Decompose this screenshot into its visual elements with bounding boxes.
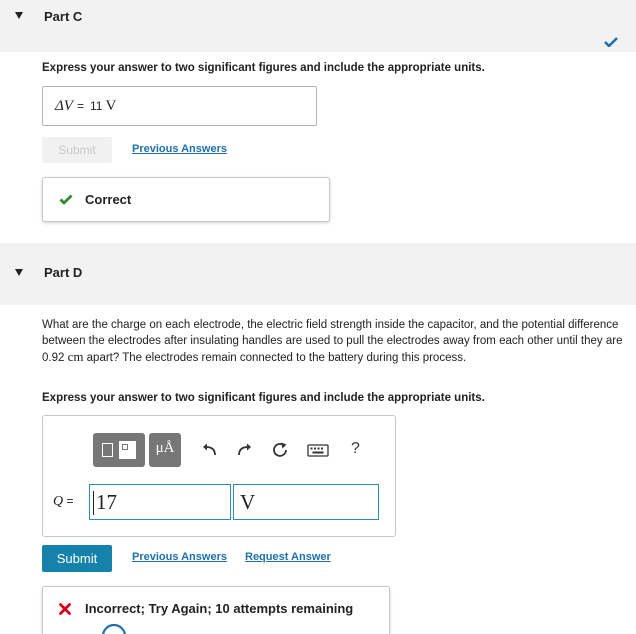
answer-editor (42, 415, 396, 537)
feedback-incorrect-text: Incorrect; Try Again; 10 attempts remaining (85, 601, 354, 616)
question-text-start: What are the charge on each electrode, the electric field strength inside the capacitor, and the potential difference between the electrodes after insulating handles are used to pull the electrodes away from each other until they are 0.92 (42, 319, 623, 364)
keyboard-icon[interactable] (307, 441, 329, 459)
value-text: 17 (96, 490, 117, 514)
units-text: V (240, 490, 256, 514)
request-answer-link[interactable]: Request Answer (245, 551, 331, 563)
templates-button[interactable] (93, 433, 145, 467)
answer-value: 11 (89, 99, 103, 113)
redo-icon[interactable] (235, 441, 253, 459)
question-text-end: apart? The electrodes remain connected to the battery during this process. (83, 352, 467, 364)
q-label: Q = (53, 494, 74, 509)
part-d-title: Part D (44, 265, 83, 280)
part-c-previous-answers-link[interactable]: Previous Answers (132, 143, 227, 155)
part-d-instruction: Express your answer to two significant figures and include the appropriate units. (42, 392, 485, 404)
units-icon: μÅ (155, 440, 175, 456)
part-c-submit-button[interactable]: Submit (42, 137, 112, 163)
value-input[interactable] (89, 484, 231, 520)
units-input[interactable] (233, 484, 379, 520)
completed-check-icon (604, 37, 618, 47)
part-c-instruction: Express your answer to two significant figures and include the appropriate units. (42, 62, 485, 74)
undo-icon[interactable] (201, 441, 219, 459)
delta-v-symbol: ΔV (55, 98, 73, 114)
reset-icon[interactable] (271, 441, 289, 459)
answer-unit: V (105, 98, 117, 114)
part-d-submit-button[interactable]: Submit (42, 545, 112, 572)
feedback-correct-text: Correct (85, 192, 132, 207)
part-d-previous-answers-link[interactable]: Previous Answers (132, 551, 227, 563)
templates-icon (102, 443, 113, 457)
correct-check-icon (59, 194, 73, 205)
equals-sign: = (76, 99, 84, 113)
part-d-header[interactable] (0, 243, 636, 305)
incorrect-x-icon (59, 603, 71, 615)
question-unit: cm (67, 349, 84, 364)
part-d-feedback-box (42, 586, 390, 634)
part-c-title: Part C (44, 9, 83, 24)
units-button[interactable] (149, 433, 181, 467)
collapse-triangle-icon[interactable] (15, 12, 23, 19)
part-c-feedback-box (42, 177, 330, 222)
hint-icon (101, 623, 127, 634)
part-d-question (42, 318, 636, 367)
collapse-triangle-icon[interactable] (15, 269, 23, 276)
part-c-header[interactable] (0, 0, 636, 52)
part-c-answer-field[interactable] (42, 86, 317, 126)
help-icon[interactable]: ? (351, 440, 360, 457)
